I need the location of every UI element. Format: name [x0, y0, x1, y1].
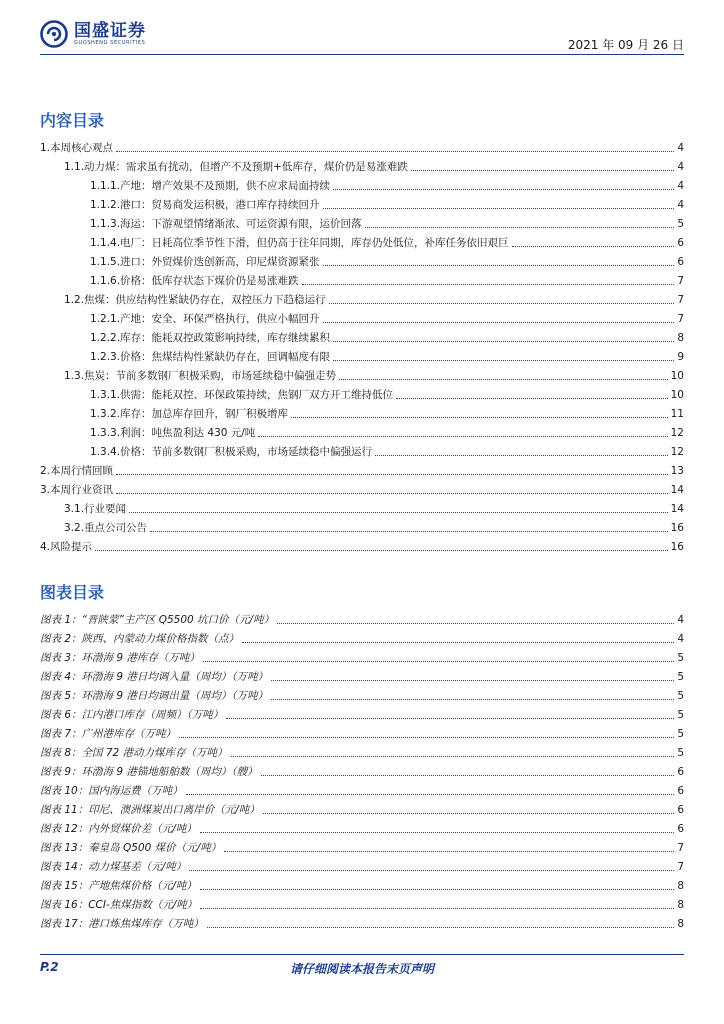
contents-entry-page: 6 — [677, 256, 684, 268]
figure-entry[interactable] — [40, 627, 684, 646]
dot-leader — [200, 908, 674, 909]
contents-entry-label: 3.1.行业要闻 — [64, 503, 127, 515]
figure-entry-page: 4 — [677, 614, 684, 626]
figure-entry-label: 图表 7：广州港库存（万吨） — [40, 728, 177, 740]
contents-entry[interactable] — [40, 383, 684, 402]
contents-entry[interactable] — [40, 155, 684, 174]
figure-entry[interactable] — [40, 665, 684, 684]
figure-entry-page: 5 — [677, 652, 684, 664]
report-date: 2021 年 09 月 26 日 — [567, 38, 684, 52]
dot-leader — [329, 303, 675, 304]
figure-entry[interactable] — [40, 608, 684, 627]
figure-entry-label: 图表 6：江内港口库存（周频）（万吨） — [40, 709, 224, 721]
contents-entry-page: 4 — [677, 180, 684, 192]
figure-entry-page: 7 — [677, 842, 684, 854]
dot-leader — [189, 870, 674, 871]
figure-entry[interactable] — [40, 760, 684, 779]
contents-entry-page: 7 — [677, 275, 684, 287]
contents-entry-label: 1.3.4.价格：节前多数钢厂积极采购，市场延续稳中偏强运行 — [90, 446, 373, 458]
contents-entry-page: 14 — [670, 503, 684, 515]
footer-divider — [40, 954, 684, 955]
dot-leader — [271, 680, 674, 681]
contents-entry[interactable] — [40, 535, 684, 554]
figure-entry-page: 5 — [677, 709, 684, 721]
dot-leader — [231, 756, 675, 757]
contents-entry[interactable] — [40, 250, 684, 269]
dot-leader — [263, 813, 675, 814]
dot-leader — [323, 265, 675, 266]
contents-entry[interactable] — [40, 345, 684, 364]
header-divider — [40, 54, 684, 55]
figure-entry[interactable] — [40, 874, 684, 893]
contents-entry[interactable] — [40, 269, 684, 288]
contents-entry-page: 12 — [670, 427, 684, 439]
figure-entry-label: 图表 4：环渤海 9 港日均调入量（周均）（万吨） — [40, 671, 269, 683]
figure-entry[interactable] — [40, 912, 684, 931]
contents-entry-label: 1.3.焦炭：节前多数钢厂积极采购，市场延续稳中偏强走势 — [64, 370, 337, 382]
dot-leader — [116, 474, 668, 475]
contents-entry-label: 4.风险提示 — [40, 541, 93, 553]
contents-entry[interactable] — [40, 459, 684, 478]
dot-leader — [116, 493, 668, 494]
dot-leader — [226, 718, 674, 719]
figure-entry-label: 图表 15：产地焦煤价格（元/吨） — [40, 880, 197, 892]
figure-entry-page: 6 — [677, 766, 684, 778]
dot-leader — [200, 889, 675, 890]
contents-entry-label: 1.1.6.价格：低库存状态下煤价仍是易涨难跌 — [90, 275, 299, 287]
contents-entry-page: 10 — [670, 370, 684, 382]
contents-entry[interactable] — [40, 478, 684, 497]
figure-entry-label: 图表 5：环渤海 9 港日均调出量（周均）（万吨） — [40, 690, 269, 702]
contents-entry-page: 10 — [670, 389, 684, 401]
dot-leader — [339, 379, 668, 380]
figure-entry-label: 图表 2：陕西、内蒙动力煤价格指数（点） — [40, 633, 240, 645]
contents-entry-page: 12 — [670, 446, 684, 458]
contents-entry-page: 6 — [677, 237, 684, 249]
company-logo — [40, 20, 146, 48]
dot-leader — [375, 455, 668, 456]
contents-entry-page: 8 — [677, 332, 684, 344]
logo-name: 国盛证券 — [74, 20, 146, 41]
figure-entry[interactable] — [40, 836, 684, 855]
dot-leader — [411, 170, 674, 171]
dot-leader — [186, 794, 675, 795]
dot-leader — [224, 851, 674, 852]
figure-entry-page: 5 — [677, 671, 684, 683]
contents-entry[interactable] — [40, 174, 684, 193]
contents-entry[interactable] — [40, 440, 684, 459]
contents-entry[interactable] — [40, 326, 684, 345]
dot-leader — [116, 151, 674, 152]
contents-entry[interactable] — [40, 136, 684, 155]
page-number: P.2 — [40, 960, 59, 974]
dot-leader — [291, 417, 668, 418]
dot-leader — [207, 927, 675, 928]
contents-entry-label: 1.1.动力煤：需求虽有扰动，但增产不及预期+低库存，煤价仍是易涨难跌 — [64, 161, 408, 173]
contents-title: 内容目录 — [40, 111, 105, 130]
figure-entry-label: 图表 11：印尼、澳洲煤炭出口离岸价（元/吨） — [40, 804, 260, 816]
dot-leader — [512, 246, 675, 247]
contents-entry[interactable] — [40, 288, 684, 307]
dot-leader — [323, 208, 675, 209]
contents-entry[interactable] — [40, 421, 684, 440]
contents-entry-label: 1.3.1.供需：能耗双控、环保政策持续，焦钢厂双方开工维持低位 — [90, 389, 394, 401]
disclaimer-note: 请仔细阅读本报告末页声明 — [289, 962, 434, 976]
dot-leader — [200, 832, 675, 833]
contents-entry-label: 1.本周核心观点 — [40, 142, 114, 154]
figure-entry[interactable] — [40, 779, 684, 798]
figure-entry-page: 5 — [677, 728, 684, 740]
dot-leader — [365, 227, 675, 228]
contents-entry[interactable] — [40, 402, 684, 421]
contents-entry[interactable] — [40, 364, 684, 383]
contents-entry[interactable] — [40, 212, 684, 231]
figures-title: 图表目录 — [40, 583, 105, 602]
figure-entry[interactable] — [40, 893, 684, 912]
dot-leader — [261, 775, 675, 776]
contents-entry-page: 14 — [670, 484, 684, 496]
figure-entry-page: 6 — [677, 804, 684, 816]
contents-entry-page: 7 — [677, 294, 684, 306]
figure-entry[interactable] — [40, 684, 684, 703]
contents-entry-page: 4 — [677, 142, 684, 154]
figure-entry-label: 图表 3：环渤海 9 港库存（万吨） — [40, 652, 200, 664]
contents-entry-label: 1.2.焦煤：供应结构性紧缺仍存在，双控压力下趋稳运行 — [64, 294, 326, 306]
contents-entry-label: 1.1.5.进口：外贸煤价迭创新高，印尼煤资源紧张 — [90, 256, 320, 268]
contents-entry-label: 1.3.2.库存：加总库存回升，钢厂积极增库 — [90, 408, 289, 420]
contents-entry-label: 1.2.1.产地：安全、环保严格执行，供应小幅回升 — [90, 313, 320, 325]
contents-entry[interactable] — [40, 497, 684, 516]
dot-leader — [333, 360, 674, 361]
figure-entry-label: 图表 10：国内海运费（万吨） — [40, 785, 183, 797]
figure-entry-page: 5 — [677, 747, 684, 759]
page-header — [0, 0, 724, 60]
contents-entry-page: 4 — [677, 199, 684, 211]
figure-entry[interactable] — [40, 722, 684, 741]
contents-entry-page: 16 — [670, 541, 684, 553]
figure-entry-page: 4 — [677, 633, 684, 645]
contents-entry-label: 3.2.重点公司公告 — [64, 522, 148, 534]
figure-entry[interactable] — [40, 855, 684, 874]
figure-entry-page: 6 — [677, 785, 684, 797]
figure-entry-page: 8 — [677, 880, 684, 892]
figure-entry-label: 图表 14：动力煤基差（元/吨） — [40, 861, 187, 873]
contents-entry-page: 16 — [670, 522, 684, 534]
figure-entry-page: 6 — [677, 823, 684, 835]
figure-entry-page: 5 — [677, 690, 684, 702]
figure-entry-page: 7 — [677, 861, 684, 873]
contents-entry-label: 3.本周行业资讯 — [40, 484, 114, 496]
contents-entry-label: 1.1.2.港口：贸易商发运积极，港口库存持续回升 — [90, 199, 320, 211]
dot-leader — [150, 531, 668, 532]
contents-entry-page: 4 — [677, 161, 684, 173]
dot-leader — [203, 661, 674, 662]
logo-subtitle: GUOSHENG SECURITIES — [74, 39, 146, 46]
contents-entry-label: 1.1.4.电厂：日耗高位季节性下滑，但仍高于往年同期，库存仍处低位，补库任务依旧艰巨 — [90, 237, 509, 249]
figure-entry[interactable] — [40, 817, 684, 836]
dot-leader — [333, 189, 674, 190]
dot-leader — [95, 550, 668, 551]
dot-leader — [333, 341, 674, 342]
contents-entry-page: 13 — [670, 465, 684, 477]
contents-entry-label: 1.2.3.价格：焦煤结构性紧缺仍存在，回调幅度有限 — [90, 351, 331, 363]
contents-entry-label: 1.3.3.利润：吨焦盈利达 430 元/吨 — [90, 427, 256, 439]
figure-entry-label: 图表 9：环渤海 9 港锚地船舶数（周均）（艘） — [40, 766, 258, 778]
dot-leader — [129, 512, 668, 513]
figure-entry-label: 图表 17：港口炼焦煤库存（万吨） — [40, 918, 204, 930]
contents-entry[interactable] — [40, 193, 684, 212]
contents-entry-page: 5 — [677, 218, 684, 230]
figure-entry-label: 图表 16：CCI-焦煤指数（元/吨） — [40, 899, 198, 911]
dot-leader — [323, 322, 675, 323]
figure-entry[interactable] — [40, 646, 684, 665]
figure-entry-page: 8 — [677, 899, 684, 911]
dot-leader — [179, 737, 674, 738]
contents-entry-label: 1.2.2.库存：能耗双控政策影响持续，库存继续累积 — [90, 332, 331, 344]
figures-list — [40, 608, 684, 931]
dot-leader — [271, 699, 674, 700]
figure-entry[interactable] — [40, 703, 684, 722]
figure-entry-label: 图表 8：全国 72 港动力煤库存（万吨） — [40, 747, 228, 759]
figure-entry[interactable] — [40, 798, 684, 817]
figure-entry-label: 图表 12：内外贸煤价差（元/吨） — [40, 823, 197, 835]
dot-leader — [258, 436, 667, 437]
contents-entry-page: 9 — [677, 351, 684, 363]
dot-leader — [396, 398, 668, 399]
contents-entry[interactable] — [40, 231, 684, 250]
contents-entry-label: 2.本周行情回顾 — [40, 465, 114, 477]
figure-entry[interactable] — [40, 741, 684, 760]
contents-entry[interactable] — [40, 307, 684, 326]
dot-leader — [242, 642, 674, 643]
contents-entry-page: 11 — [670, 408, 684, 420]
figure-entry-label: 图表 13：秦皇岛 Q500 煤价（元/吨） — [40, 842, 222, 854]
contents-entry-label: 1.1.3.海运：下游观望情绪渐浓、可运资源有限，运价回落 — [90, 218, 362, 230]
figure-entry-label: 图表 1：“晋陕蒙”主产区 Q5500 坑口价（元/吨） — [40, 614, 275, 626]
dot-leader — [277, 623, 674, 624]
figure-entry-page: 8 — [677, 918, 684, 930]
logo-mark-icon — [40, 20, 68, 48]
contents-list — [40, 136, 684, 554]
contents-entry-page: 7 — [677, 313, 684, 325]
dot-leader — [302, 284, 675, 285]
contents-entry[interactable] — [40, 516, 684, 535]
contents-entry-label: 1.1.1.产地：增产效果不及预期，供不应求局面持续 — [90, 180, 331, 192]
